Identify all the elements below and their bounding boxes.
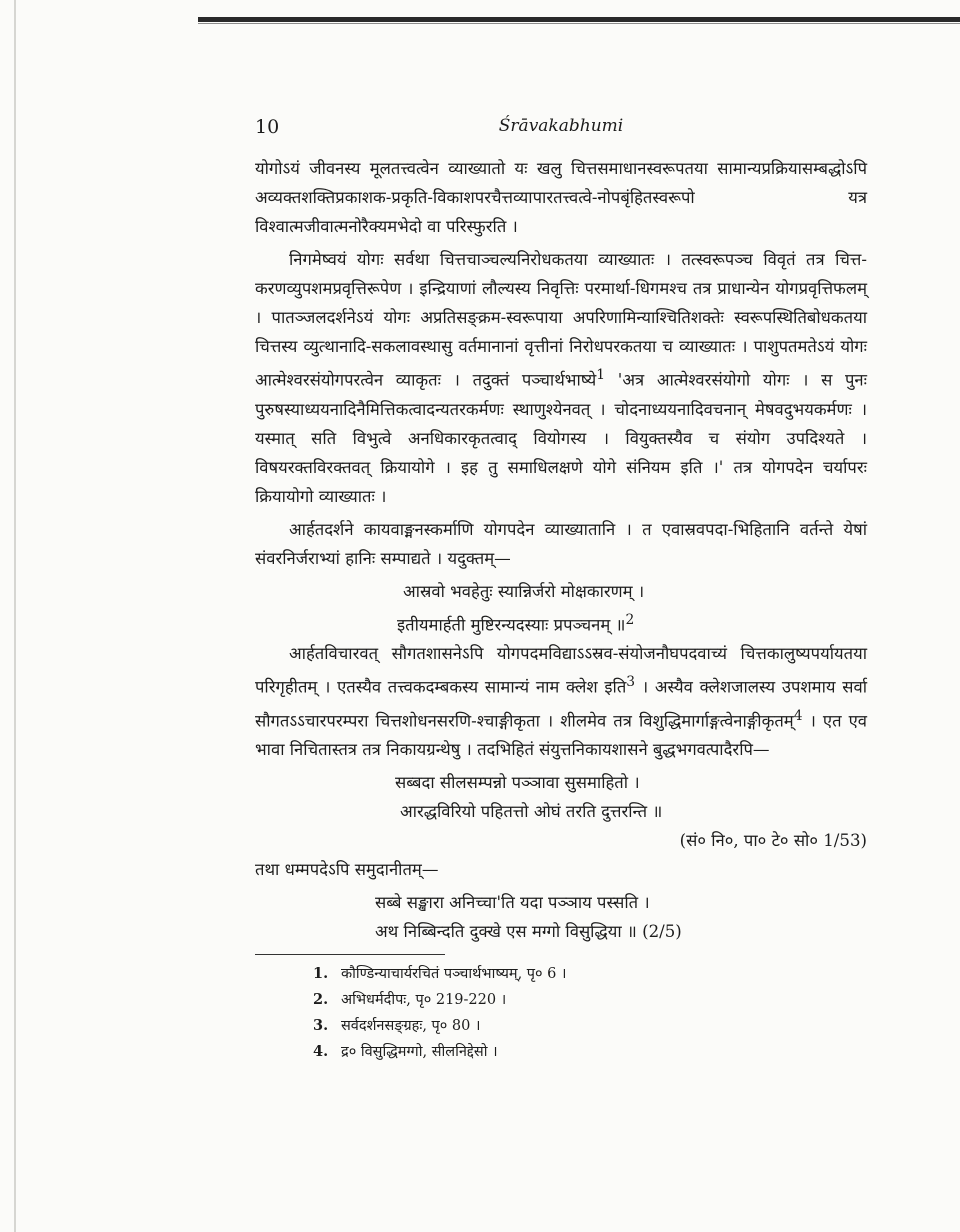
paragraph-4-text: आर्हतविचारवत् सौगतशासनेऽपि योगपदमविद्याऽऽस्रव-संयोजनौघपदवाच्यं चित्तकालुष्यपर्यायतया परिगृहीतम् । एतस्यैव तत्त्वकदम्बकस्य सामान्यं नाम क्लेश इति <box>255 644 867 697</box>
verse-2-line-1: सब्बदा सीलसम्पन्नो पञ्ञावा सुसमाहितो । <box>395 773 640 793</box>
paragraph-2-quote: 'अत्र आत्मेश्वरसंयोगो योगः । स पुनः पुरुषस्याध्ययनादिनैमित्तिकत्वादन्यतरकर्मणः स्थाणुश्येनवत् । चोदनाध्ययनादिवचनान् मेषवदुभयकर्मणः । यस्मात् सति विभुत्वे अनधिकारकृतत्वाद् वियोगस्य । वियुक्तस्यैव च संयोग उपदिश्यते । विषयरक्तविरक्तवत् क्रियायोगे । इह तु समाधिलक्षणे योगे संनियम इति ।' तत्र योगपदेन चर्यापरः क्रियायोगो व्याख्यातः । <box>255 370 867 506</box>
scan-edge <box>14 0 16 1232</box>
footnote-3 <box>313 1013 867 1039</box>
footnote-4-text: द्र० विसुद्धिमग्गो, सीलनिद्देसो । <box>341 1044 498 1061</box>
verse-1-line-1: आस्रवो भवहेतुः स्यान्निर्जरो मोक्षकारणम् । <box>403 581 645 601</box>
page-number: 10 <box>255 116 280 138</box>
footnote-3-text: सर्वदर्शनसङ्ग्रहः, पृ० 80 । <box>341 1018 481 1035</box>
page-content <box>255 112 867 1065</box>
verse-1-line-2-text: इतीयमार्हती मुष्टिरन्यदस्याः प्रपञ्चनम् ॥ <box>397 615 626 635</box>
footnote-4 <box>313 1039 867 1065</box>
footnote-ref-3: 3 <box>626 674 636 691</box>
paragraph-4-text-2: । अस्यैव क्लेशजालस्य उपशमाय सर्वा सौगतऽऽचारपरम्परा चित्तशोधनसरणि-श्चाङ्गीकृता । शीलमेव तत्र विशुद्धिमार्गाङ्गत्वेनाङ्गीकृतम् <box>255 677 867 731</box>
verse-3-line-2: अथ निब्बिन्दति दुक्खे एस मग्गो विसुद्धिया ॥ (2/5) <box>375 922 682 942</box>
footnote-1-number: 1. <box>313 965 329 983</box>
paragraph-1: योगोऽयं जीवनस्य मूलतत्त्वत्वेन व्याख्यातो यः खलु चित्तसमाधानस्वरूपतया सामान्यप्रक्रियासम्बद्धोऽपि अव्यक्तशक्तिप्रकाशक-प्रकृति-विकाशपरचैत्तव्यापारतत्त्वत्वे-नोपबृंहितस्वरूपो यत्र विश्वात्मजीवात्मनोरैक्यमभेदो वा परिस्फुरति । <box>255 159 867 236</box>
footnote-ref-1: 1 <box>596 367 606 383</box>
top-rule <box>198 17 960 22</box>
footnote-ref-4: 4 <box>793 707 803 724</box>
paragraph-4 <box>255 639 867 764</box>
footnote-ref-2: 2 <box>625 611 635 628</box>
verse-1-line-2 <box>397 606 867 640</box>
paragraph-4-text-3: । एत एव भावा निचितास्तत्र तत्र निकायग्रन्थेषु । तदभिहितं संयुत्तनिकायशासने बुद्धभगवत्पादैरपि— <box>255 711 867 760</box>
footnote-1 <box>313 961 867 987</box>
footnote-1-text: कौण्डिन्याचार्यरचितं पञ्चार्थभाष्यम्, पृ० 6 । <box>341 966 567 983</box>
running-title: Śrāvakabhumi <box>498 116 624 136</box>
verse-3-line-1: सब्बे सङ्खारा अनिच्चा'ति यदा पञ्ञाय पस्सति । <box>375 893 650 913</box>
verse-2-citation: (सं० नि०, पा० टे० सो० 1/53) <box>679 831 867 851</box>
paragraph-5: तथा धम्मपदेऽपि समुदानीतम्— <box>255 860 439 880</box>
footnote-2 <box>313 987 867 1013</box>
paragraph-2 <box>255 245 867 511</box>
paragraph-2-text: निगमेष्वयं योगः सर्वथा चित्तचाञ्चल्यनिरोधकतया व्याख्यातः । तत्स्वरूपञ्च विवृतं तत्र चित्त-करणव्युपशमप्रवृत्तिरूपेण । इन्द्रियाणां लौल्यस्य निवृत्तिः परमार्था-धिगमश्च तत्र प्राधान्येन योगप्रवृत्तिफलम् । पातञ्जलदर्शनेऽयं योगः अप्रतिसङ्क्रम-स्वरूपाया अपरिणामिन्याश्चितिशक्तेः स्वरूपस्थितिबोधकतया चित्तस्य व्युत्थानादि-सकलावस्थासु वर्तमानानां वृत्तीनां निरोधपरकतया च व्याख्यातः । पाशुपतमतेऽयं योगः आत्मेश्वरसंयोगपरत्वेन व्याकृतः । तदुक्तं पञ्चार्थभाष्ये <box>255 250 867 390</box>
footnote-2-text: अभिधर्मदीपः, पृ० 219-220 । <box>341 992 507 1009</box>
paragraph-3: आर्हतदर्शने कायवाङ्मनस्कर्माणि योगपदेन व्याख्यातानि । त एवास्रवपदा-भिहितानि वर्तन्ते येषां संवरनिर्जराभ्यां हानिः सम्पाद्यते । यदुक्तम्— <box>255 519 867 568</box>
page-header <box>255 112 867 140</box>
footnote-rule <box>255 954 445 955</box>
footnote-4-number: 4. <box>313 1043 329 1061</box>
footnote-3-number: 3. <box>313 1017 329 1035</box>
footnote-2-number: 2. <box>313 991 329 1009</box>
verse-2-line-2: आरद्धविरियो पहितत्तो ओघं तरति दुत्तरन्ति ॥ <box>400 802 663 822</box>
top-rule-thin <box>198 23 960 24</box>
